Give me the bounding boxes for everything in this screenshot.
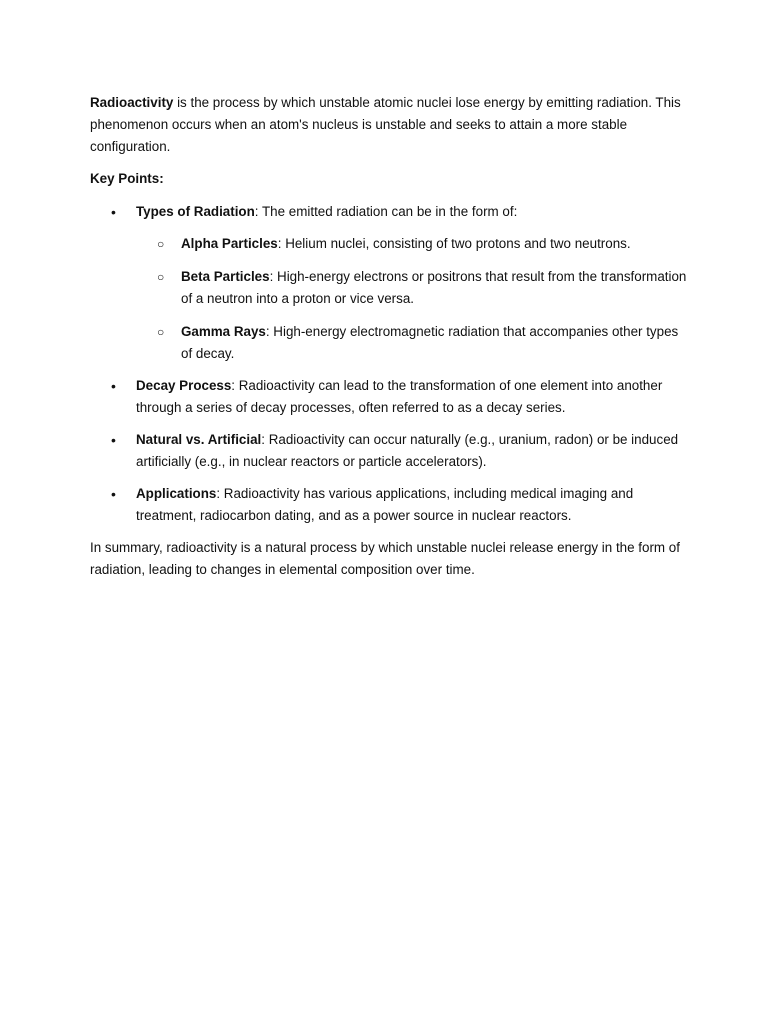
point-term: Natural vs. Artificial [136,432,262,447]
sub-point-text: : High-energy electrons or positrons that result from the transformation of a neutron into a proton or vice versa. [181,269,687,306]
point-text: : Radioactivity has various applications, including medical imaging and treatment, radiocarbon dating, and as a power source in nuclear reactors. [136,486,634,523]
list-item-alpha-particles [136,233,690,255]
point-text: : Radioactivity can lead to the transformation of one element into another through a series of decay processes, often referred to as a decay series. [136,378,663,415]
point-text: : Radioactivity can occur naturally (e.g., uranium, radon) or be induced artificially (e.g., in nuclear reactors or particle accelerators). [136,432,679,469]
summary-paragraph: In summary, radioactivity is a natural process by which unstable nuclei release energy in the form of radiation, leading to changes in elemental composition over time. [90,540,680,577]
list-item-types-of-radiation [90,201,690,365]
bullet-icon: • [111,486,116,502]
sub-point-text: : High-energy electromagnetic radiation that accompanies other types of decay. [181,324,679,361]
list-item-beta-particles [136,266,690,310]
intro-paragraph [90,92,690,158]
list-item-decay-process [90,375,690,419]
intro-term: Radioactivity [90,95,174,110]
point-term: Types of Radiation [136,204,255,219]
point-text: : The emitted radiation can be in the form of: [254,204,518,219]
point-term: Applications [136,486,217,501]
intro-text: is the process by which unstable atomic nuclei lose energy by emitting radiation. This phenomenon occurs when an atom's nucleus is unstable and seeks to attain a more stable configuration. [90,95,681,154]
point-term: Decay Process [136,378,232,393]
bullet-icon: • [111,432,116,448]
list-item-gamma-rays [136,321,690,365]
hollow-bullet-icon: ○ [157,237,165,251]
bullet-icon: • [111,378,116,394]
list-item-applications [90,483,690,527]
key-points-heading: Key Points: [90,171,164,186]
document-page [90,92,690,581]
bullet-icon: • [111,204,116,220]
sub-point-text: : Helium nuclei, consisting of two protons and two neutrons. [277,236,631,251]
radiation-types-list [136,233,690,365]
key-points-list [90,201,690,527]
sub-point-term: Gamma Rays [181,324,266,339]
list-item-natural-vs-artificial [90,429,690,473]
hollow-bullet-icon: ○ [157,325,165,339]
sub-point-term: Beta Particles [181,269,270,284]
sub-point-term: Alpha Particles [181,236,278,251]
hollow-bullet-icon: ○ [157,270,165,284]
